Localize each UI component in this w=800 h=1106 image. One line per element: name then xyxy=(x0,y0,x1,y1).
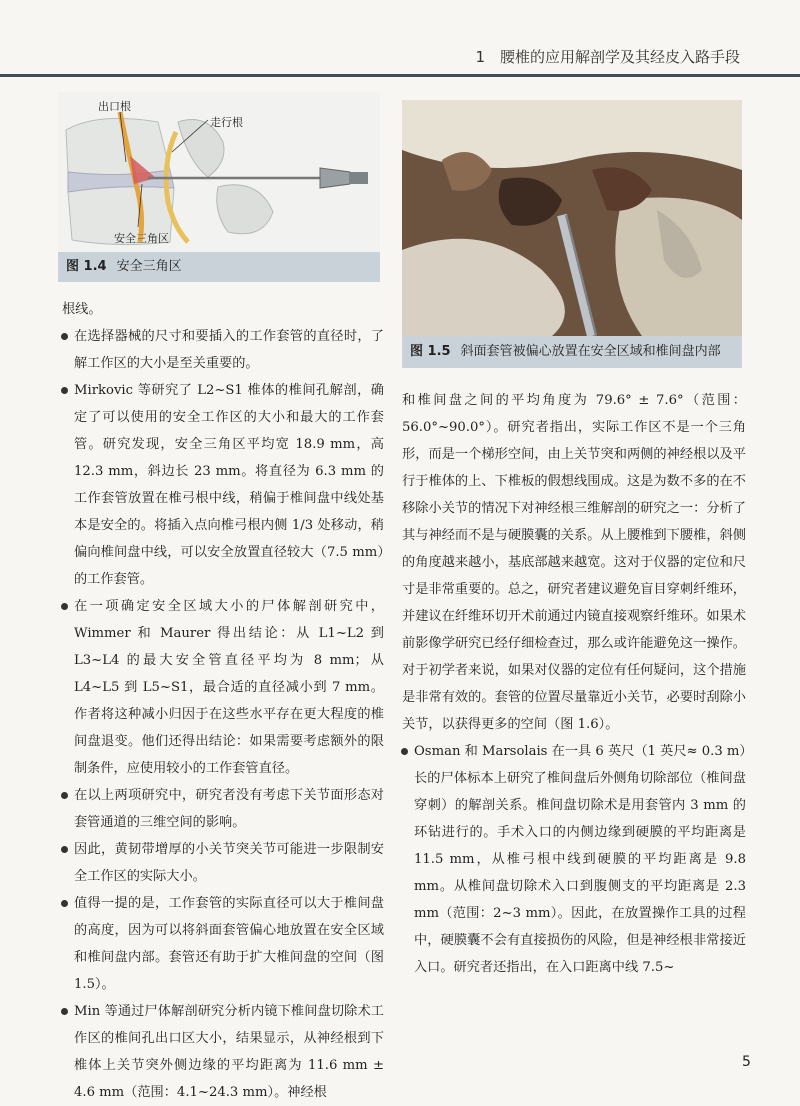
bullet-dot xyxy=(61,603,68,610)
header-rule xyxy=(0,74,800,77)
figure-1-5-caption xyxy=(402,336,742,368)
figure-number: 图 1.5 xyxy=(410,344,451,359)
bullet-dot xyxy=(61,846,68,853)
bullet-item: 在以上两项研究中，研究者没有考虑下关节面形态对套管通道的三维空间的影响。 xyxy=(62,782,384,836)
label-traversing-root: 走行根 xyxy=(210,116,243,129)
paragraph: 和椎间盘之间的平均角度为 79.6° ± 7.6°（范围：56.0°~90.0°）。研究者指出，实际工作区不是一个三角形，而是一个梯形空间，由上关节突和两侧的神经根以及平行于椎体的上、下椎板的假想线围成。这是为数不多的在不移除小关节的情况下对神经根三维解剖的研究之一：分析了其与神经而不是与硬膜囊的关系。从上腰椎到下腰椎，斜侧的角度越来越小，基底部越来越宽。这对于仪器的定位和尺寸是非常重要的。总之，研究者建议避免盲目穿刺纤维环，并建议在纤维环切开术前通过内镜直接观察纤维环。如果术前影像学研究已经仔细检查过，那么或许能避免这一操作。对于初学者来说，如果对仪器的定位有任何疑问，这个措施是非常有效的。套管的位置尽量靠近小关节，必要时刮除小关节，以获得更多的空间（图 1.6）。 xyxy=(402,393,746,732)
bullet-item: Min 等通过尸体解剖研究分析内镜下椎间盘切除术工作区的椎间孔出口区大小，结果显示，从神经根到下椎体上关节突外侧边缘的平均距离为 11.6 mm ± 4.6 mm（范围：4.1~24.3 mm）。神经根 xyxy=(62,998,384,1106)
bullet-item: Osman 和 Marsolais 在一具 6 英尺（1 英尺≈ 0.3 m）长的尸体标本上研究了椎间盘后外侧角切除部位（椎间盘穿刺）的解剖关系。椎间盘切除术是用套管内 3 mm 的环钻进行的。手术入口的内侧边缘到硬膜的平均距离是 11.5 mm，从椎弓根中线到硬膜的平均距离是 9.8 mm。从椎间盘切除术入口到腹侧支的平均距离是 2.3 mm（范围：2~3 mm）。因此，在放置操作工具的过程中，硬膜囊不会有直接损伤的风险，但是神经根非常接近入口。研究者还指出，在入口距离中线 7.5~ xyxy=(402,738,746,981)
bullet-item: 在一项确定安全区域大小的尸体解剖研究中，Wimmer 和 Maurer 得出结论：从 L1~L2 到 L3~L4 的最大安全管直径平均为 8 mm；从 L4~L5 到 L5~S1，最合适的直径减小到 7 mm。作者将这种减小归因于在这些水平存在更大程度的椎间盘退变。他们还得出结论：如果需要考虑额外的限制条件，应使用较小的工作套管直径。 xyxy=(62,593,384,782)
paragraph: 根线。 xyxy=(62,302,102,317)
chapter-title: 1 腰椎的应用解剖学及其经皮入路手段 xyxy=(475,48,740,66)
figure-1-4 xyxy=(58,92,380,284)
figure-caption-text: 安全三角区 xyxy=(116,259,182,274)
bullet-dot xyxy=(61,387,68,394)
bullet-item: 值得一提的是，工作套管的实际直径可以大于椎间盘的高度，因为可以将斜面套管偏心地放置在安全区域和椎间盘内部。套管还有助于扩大椎间盘的空间（图 1.5）。 xyxy=(62,890,384,998)
figure-number: 图 1.4 xyxy=(66,259,107,274)
bullet-dot xyxy=(61,900,68,907)
bullet-dot xyxy=(61,333,68,340)
bullet-item: Mirkovic 等研究了 L2~S1 椎体的椎间孔解剖，确定了可以使用的安全工作区的大小和最大的工作套管。研究发现，安全三角区平均宽 18.9 mm，高 12.3 mm，斜边长 23 mm。将直径为 6.3 mm 的工作套管放置在椎弓根中线，稍偏于椎间盘中线处基本是安全的。将插入点向椎弓根内侧 1/3 处移动，稍偏向椎间盘中线，可以安全放置直径较大（7.5 mm）的工作套管。 xyxy=(62,377,384,593)
figure-caption-text: 斜面套管被偏心放置在安全区域和椎间盘内部 xyxy=(460,344,721,359)
figure-1-4-caption xyxy=(58,252,380,282)
figure-1-5 xyxy=(402,100,742,368)
bullet-item: 因此，黄韧带增厚的小关节突关节可能进一步限制安全工作区的实际大小。 xyxy=(62,836,384,890)
left-column xyxy=(62,296,384,1106)
running-header xyxy=(0,0,800,80)
bullet-dot xyxy=(401,748,408,755)
right-column xyxy=(402,387,746,981)
bullet-dot xyxy=(61,792,68,799)
bullet-dot xyxy=(61,1008,68,1015)
label-safe-triangle: 安全三角区 xyxy=(114,232,169,245)
bullet-item: 在选择器械的尺寸和要插入的工作套管的直径时，了解工作区的大小是至关重要的。 xyxy=(62,323,384,377)
page-number: 5 xyxy=(742,1054,751,1070)
label-exiting-root: 出口根 xyxy=(98,100,131,113)
cadaver-photo xyxy=(402,100,742,336)
